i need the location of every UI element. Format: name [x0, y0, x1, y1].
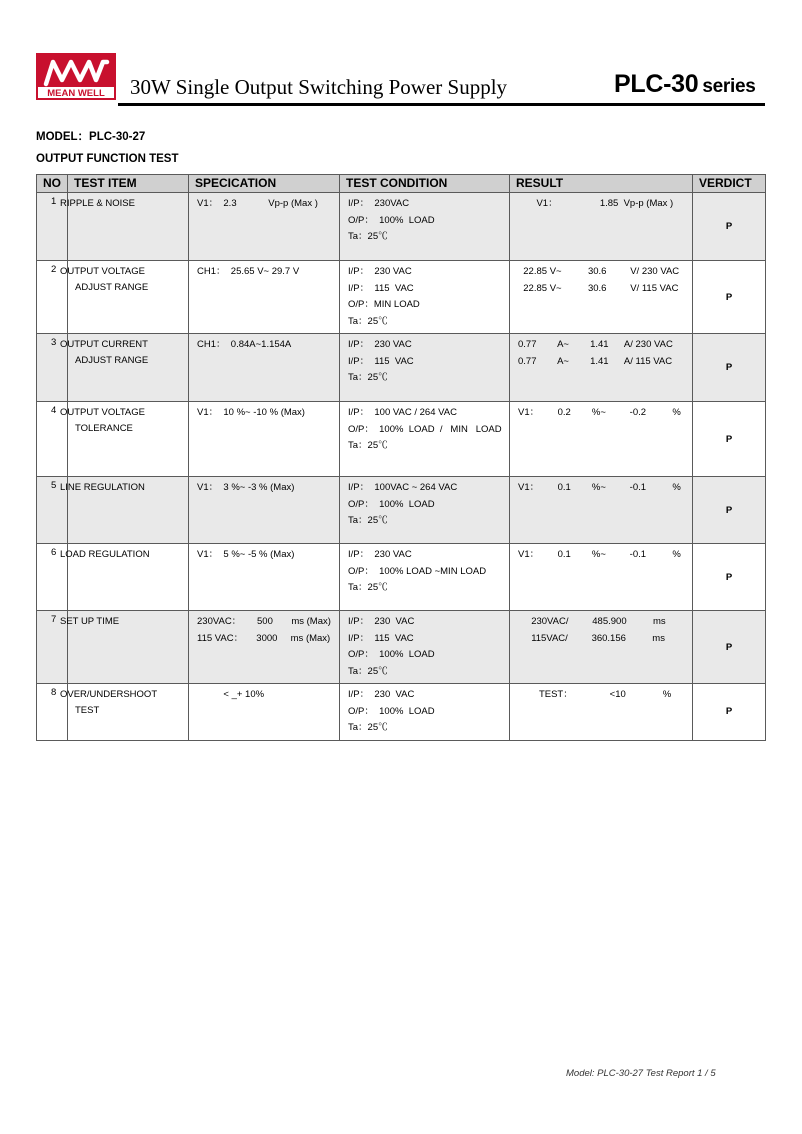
cell-verdict: P [693, 477, 766, 544]
cell-specification [189, 477, 340, 544]
test-condition-line: Ta：25℃ [348, 440, 388, 451]
table-row [37, 684, 766, 741]
cell-verdict: P [693, 544, 766, 611]
table-row [37, 193, 766, 261]
test-condition-line: O/P：MIN LOAD [348, 299, 420, 310]
specification-line: V1： 10 %~ -10 % (Max) [197, 407, 305, 418]
test-item-line: TOLERANCE [75, 423, 133, 434]
cell-no [37, 334, 149, 402]
test-item-line: LINE REGULATION [60, 482, 145, 493]
cell-result [510, 334, 693, 402]
result-line: V1： 0.1 %~ -0.1 % [518, 482, 681, 493]
row-number: 1 [51, 196, 57, 207]
logo-text: MEAN WELL [47, 88, 105, 99]
test-item [60, 405, 145, 437]
table-row [37, 544, 766, 611]
specification-line: < _+ 10% [197, 689, 265, 700]
document-title: 30W Single Output Switching Power Supply [130, 75, 508, 99]
result-line: V1： 0.2 %~ -0.2 % [518, 407, 681, 418]
specification-line: V1： 3 %~ -3 % (Max) [197, 482, 295, 493]
cell-test-condition [340, 611, 510, 684]
test-item-line: OUTPUT VOLTAGE [60, 407, 145, 418]
section-title: OUTPUT FUNCTION TEST [36, 153, 179, 165]
cell-no [37, 611, 120, 684]
cell-test-condition [340, 193, 510, 261]
cell-test-condition [340, 334, 510, 402]
test-item [60, 196, 135, 212]
row-number: 8 [51, 687, 57, 698]
header-test-condition: TEST CONDITION [340, 175, 510, 193]
test-item-line: ADJUST RANGE [75, 282, 149, 293]
cell-result [510, 402, 693, 477]
cell-no [37, 544, 150, 611]
cell-no [37, 684, 158, 741]
cell-result [510, 611, 693, 684]
model-line: MODEL：PLC-30-27 [36, 131, 146, 143]
test-condition-line: I/P： 230VAC [348, 198, 410, 209]
cell-test-condition [340, 402, 510, 477]
cell-no [37, 261, 149, 334]
test-item [60, 614, 119, 630]
test-condition-line: Ta：25℃ [348, 515, 388, 526]
cell-specification [189, 611, 340, 684]
cell-no [37, 193, 135, 261]
row-number: 3 [51, 337, 57, 348]
result-line: 230VAC/ 485.900 ms [518, 616, 666, 627]
cell-verdict: P [693, 611, 766, 684]
test-condition-line: Ta：25℃ [348, 315, 388, 327]
mean-well-logo [36, 53, 116, 100]
header-verdict: VERDICT [693, 175, 766, 193]
test-condition-line: O/P： 100% LOAD / MIN LOAD [348, 423, 502, 435]
test-condition-line: O/P： 100% LOAD [348, 705, 435, 717]
test-item-line: SET UP TIME [60, 616, 120, 627]
test-condition-line: I/P： 230 VAC [348, 339, 412, 350]
row-number: 6 [51, 547, 57, 558]
test-condition-line: Ta：25℃ [348, 372, 388, 383]
series-name: PLC-30 [614, 70, 699, 98]
result-line: TEST： <10 % [518, 689, 672, 700]
test-condition-line: I/P： 100 VAC / 264 VAC [348, 407, 457, 418]
header-test-item: TEST ITEM [68, 175, 189, 193]
test-item [60, 337, 148, 369]
cell-no [37, 477, 145, 544]
result-line: 0.77 A~ 1.41 A/ 115 VAC [518, 355, 673, 367]
test-condition-line: I/P： 115 VAC [348, 282, 414, 294]
output-function-test-table [36, 174, 766, 741]
result-line: 22.85 V~ 30.6 V/ 230 VAC [518, 266, 680, 277]
cell-specification [189, 193, 340, 261]
test-condition-line: O/P： 100% LOAD [348, 649, 435, 660]
test-item-line: TEST [75, 705, 100, 716]
cell-verdict: P [693, 261, 766, 334]
result-line: 22.85 V~ 30.6 V/ 115 VAC [518, 282, 679, 294]
test-condition-line: I/P： 230 VAC [348, 549, 412, 560]
test-condition-line: I/P： 100VAC ~ 264 VAC [348, 482, 458, 493]
test-item-line: RIPPLE & NOISE [60, 198, 135, 209]
cell-result [510, 684, 693, 741]
table-header-row [37, 175, 766, 193]
row-number: 2 [51, 264, 57, 275]
test-item [60, 687, 157, 719]
test-condition-line: I/P： 230 VAC [348, 266, 412, 277]
table-row [37, 477, 766, 544]
header-result: RESULT [510, 175, 693, 193]
test-condition-line: O/P： 100% LOAD [348, 214, 435, 226]
table-row [37, 261, 766, 334]
cell-test-condition [340, 544, 510, 611]
specification-line: V1： 2.3 Vp-p (Max ) [197, 198, 318, 209]
cell-no [37, 402, 145, 477]
test-condition-line: Ta：25℃ [348, 582, 388, 593]
test-condition-line: I/P： 230 VAC [348, 689, 415, 700]
specification-line: CH1： 25.65 V~ 29.7 V [197, 266, 300, 277]
specification-line: 230VAC： 500 ms (Max) [197, 616, 331, 627]
cell-verdict: P [693, 402, 766, 477]
cell-result [510, 261, 693, 334]
cell-test-condition [340, 477, 510, 544]
series-suffix: series [702, 76, 756, 97]
specification-line: 115 VAC： 3000 ms (Max) [197, 632, 331, 644]
page-footer: Model: PLC-30-27 Test Report 1 / 5 [566, 1068, 716, 1079]
test-item-line: OUTPUT VOLTAGE [60, 266, 145, 277]
result-line: 115VAC/ 360.156 ms [518, 632, 665, 644]
test-condition-line: Ta：25℃ [348, 231, 388, 242]
test-condition-line: Ta：25℃ [348, 665, 388, 677]
test-condition-line: I/P： 115 VAC [348, 355, 414, 367]
result-line: 0.77 A~ 1.41 A/ 230 VAC [518, 339, 673, 350]
test-item [60, 547, 150, 563]
test-item-line: LOAD REGULATION [60, 549, 150, 560]
test-item-line: ADJUST RANGE [75, 355, 149, 366]
cell-verdict: P [693, 334, 766, 402]
cell-result [510, 477, 693, 544]
cell-test-condition [340, 684, 510, 741]
cell-verdict: P [693, 684, 766, 741]
cell-specification [189, 334, 340, 402]
specification-line: V1： 5 %~ -5 % (Max) [197, 549, 295, 560]
test-condition-line: I/P： 230 VAC [348, 616, 415, 627]
header-no: NO [37, 175, 68, 193]
cell-specification [189, 544, 340, 611]
row-number: 5 [51, 480, 57, 491]
header-rule [118, 103, 765, 106]
test-condition-line: I/P： 115 VAC [348, 632, 414, 644]
table-row [37, 334, 766, 402]
cell-test-condition [340, 261, 510, 334]
cell-specification [189, 261, 340, 334]
cell-specification [189, 402, 340, 477]
result-line: V1： 0.1 %~ -0.1 % [518, 549, 681, 560]
test-condition-line: Ta：25℃ [348, 722, 388, 733]
result-line: V1： 1.85 Vp-p (Max ) [518, 198, 674, 209]
series-title [614, 70, 755, 99]
cell-result [510, 193, 693, 261]
cell-verdict: P [693, 193, 766, 261]
table-row [37, 611, 766, 684]
test-condition-line: O/P： 100% LOAD [348, 498, 435, 510]
cell-specification [189, 684, 340, 741]
row-number: 4 [51, 405, 57, 416]
header-specification: SPECICATION [189, 175, 340, 193]
test-item [60, 264, 148, 296]
test-item [60, 480, 145, 496]
specification-line: CH1： 0.84A~1.154A [197, 339, 292, 350]
test-item-line: OUTPUT CURRENT [60, 339, 148, 350]
test-item-line: OVER/UNDERSHOOT [60, 689, 158, 700]
cell-result [510, 544, 693, 611]
row-number: 7 [51, 614, 57, 625]
test-condition-line: O/P： 100% LOAD ~MIN LOAD [348, 565, 487, 577]
table-row [37, 402, 766, 477]
